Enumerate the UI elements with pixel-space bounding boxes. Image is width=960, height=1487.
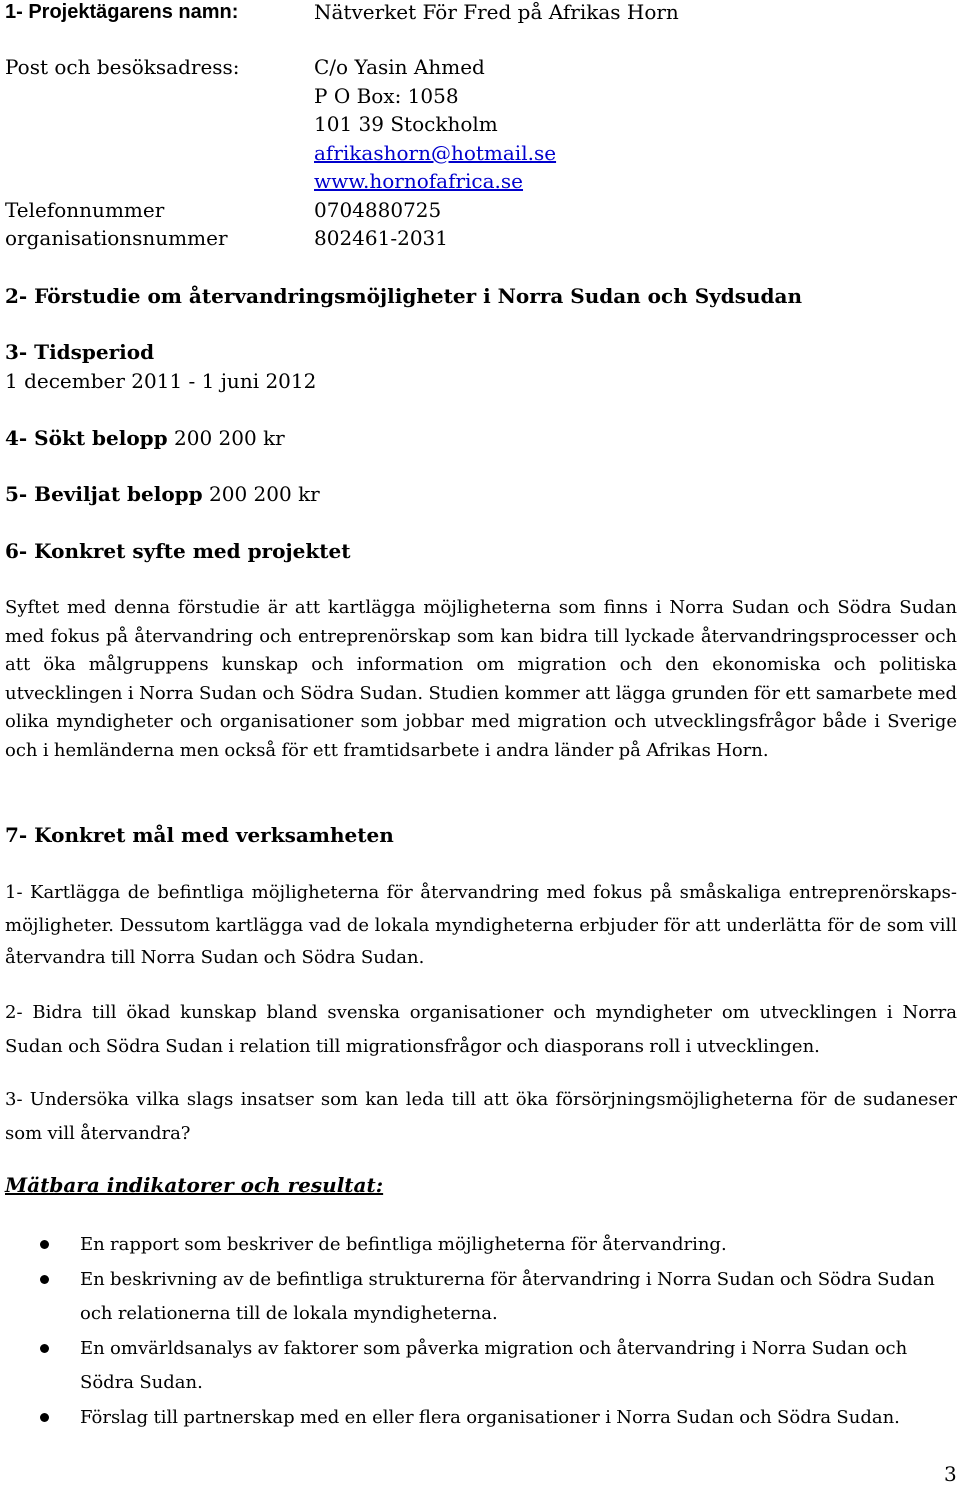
goal-item-1: 1- Kartlägga de befintliga möjligheterna för återvandring med fokus på småskaliga entreprenörskaps-möjligheter. Dessutom kartlägga vad de lokala myndigheterna erbjuder för att underlätta för de som vill återvandra till Norra Sudan och Södra Sudan. (5, 882, 957, 968)
bullet-icon (40, 1413, 49, 1422)
section-2-title: 2- Förstudie om återvandringsmöjligheter i Norra Sudan och Sydsudan (5, 284, 803, 308)
bullet-icon (40, 1275, 49, 1284)
section-7-title: 7- Konkret mål med verksamheten (5, 823, 394, 847)
project-owner-name: Nätverket För Fred på Afrikas Horn (314, 0, 679, 24)
website-link[interactable]: www.hornofafrica.se (314, 169, 524, 193)
time-period-value: 1 december 2011 - 1 juni 2012 (5, 369, 317, 393)
indicators-title: Mätbara indikatorer och resultat: (5, 1173, 384, 1197)
list-item (0, 1228, 940, 1262)
requested-amount-label: 4- Sökt belopp (5, 426, 168, 450)
phone-value: 0704880725 (314, 198, 442, 222)
address-line-1: C/o Yasin Ahmed (314, 55, 485, 79)
indicator-text: En omvärldsanalys av faktorer som påverka migration och återvandring i Norra Sudan och Södra Sudan. (80, 1338, 908, 1393)
goal-item-2: 2- Bidra till ökad kunskap bland svenska organisationer och myndigheter om utvecklingen i Norra Sudan och Södra Sudan i relation till migrationsfrågor och diasporans roll i utvecklingen. (5, 1002, 957, 1057)
bullet-icon (40, 1240, 49, 1249)
org-number-value: 802461-2031 (314, 226, 449, 250)
section-6-title: 6- Konkret syfte med projektet (5, 539, 351, 563)
address-line-2: P O Box: 1058 (314, 84, 459, 108)
section-5-row (5, 482, 320, 506)
indicators-list (0, 1228, 960, 1436)
section-3-title: 3- Tidsperiod (5, 340, 155, 364)
phone-label: Telefonnummer (5, 198, 165, 222)
indicator-text: En rapport som beskriver de befintliga möjligheterna för återvandring. (80, 1234, 727, 1255)
granted-amount-value: 200 200 kr (209, 482, 320, 506)
address-line-3: 101 39 Stockholm (314, 112, 498, 136)
section-4-row (5, 426, 285, 450)
indicator-text: Förslag till partnerskap med en eller flera organisationer i Norra Sudan och Södra Sudan. (80, 1407, 900, 1428)
requested-amount-value: 200 200 kr (174, 426, 285, 450)
list-item (0, 1332, 940, 1400)
indicator-text: En beskrivning av de befintliga strukturerna för återvandring i Norra Sudan och Södra Sudan och relationerna till de lokala myndigheterna. (80, 1269, 935, 1324)
list-item (0, 1401, 940, 1435)
org-number-label: organisationsnummer (5, 226, 228, 250)
bullet-icon (40, 1344, 49, 1353)
email-link[interactable]: afrikashorn@hotmail.se (314, 141, 557, 165)
address-label: Post och besöksadress: (5, 55, 240, 79)
purpose-paragraph: Syftet med denna förstudie är att kartlägga möjligheterna som finns i Norra Sudan och Södra Sudan med fokus på återvandring och entreprenörskap som kan bidra till lyckade återvandringsprocesser och att öka målgruppens kunskap och information om migration och den ekonomiska och politiska utvecklingen i Norra Sudan och Södra Sudan. Studien kommer att lägga grunden för ett samarbete med olika myndigheter och organisationer som jobbar med migration och utvecklingsfrågor både i Sverige och i hemländerna men också för ett framtidsarbete i andra länder på Afrikas Horn. (5, 597, 957, 761)
project-owner-label: 1- Projektägarens namn: (5, 1, 239, 23)
granted-amount-label: 5- Beviljat belopp (5, 482, 203, 506)
page-number: 3 (944, 1462, 957, 1486)
goal-item-3: 3- Undersöka vilka slags insatser som kan leda till att öka försörjningsmöjligheterna för de sudaneser som vill återvandra? (5, 1089, 957, 1144)
list-item (0, 1263, 940, 1331)
